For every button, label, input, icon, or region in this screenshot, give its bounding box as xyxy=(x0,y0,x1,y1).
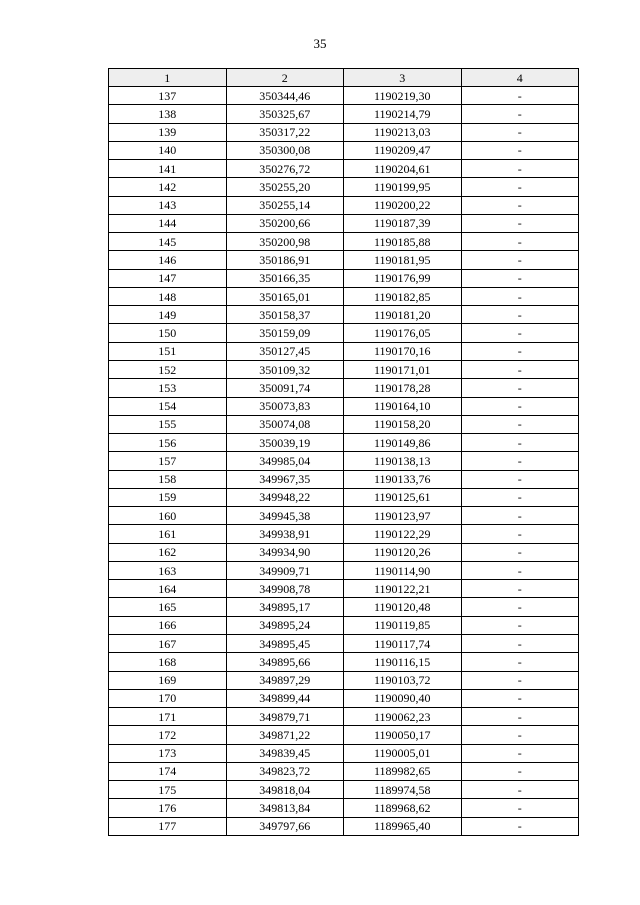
table-cell-col-4: - xyxy=(461,87,579,105)
table-cell-col-3: 1190122,29 xyxy=(344,525,462,543)
table-cell-col-2: 350039,19 xyxy=(226,434,344,452)
table-cell-col-3: 1190164,10 xyxy=(344,397,462,415)
table-cell-col-4: - xyxy=(461,634,579,652)
table-cell-col-2: 350109,32 xyxy=(226,360,344,378)
table-cell-col-1: 138 xyxy=(109,105,227,123)
table-row xyxy=(109,397,579,415)
table-cell-col-3: 1190133,76 xyxy=(344,470,462,488)
table-cell-col-1: 149 xyxy=(109,306,227,324)
coordinates-table xyxy=(108,68,579,836)
table-cell-col-3: 1190050,17 xyxy=(344,726,462,744)
table-row xyxy=(109,251,579,269)
table-cell-col-4: - xyxy=(461,762,579,780)
table-cell-col-1: 137 xyxy=(109,87,227,105)
table-cell-col-1: 169 xyxy=(109,671,227,689)
table-cell-col-4: - xyxy=(461,306,579,324)
table-cell-col-2: 350255,20 xyxy=(226,178,344,196)
table-row xyxy=(109,360,579,378)
table-cell-col-4: - xyxy=(461,287,579,305)
table-cell-col-2: 350325,67 xyxy=(226,105,344,123)
table-cell-col-3: 1190200,22 xyxy=(344,196,462,214)
table-cell-col-3: 1190119,85 xyxy=(344,616,462,634)
table-cell-col-2: 349908,78 xyxy=(226,580,344,598)
table-cell-col-1: 151 xyxy=(109,342,227,360)
table-row xyxy=(109,671,579,689)
table-row xyxy=(109,324,579,342)
table-cell-col-4: - xyxy=(461,598,579,616)
table-cell-col-1: 157 xyxy=(109,452,227,470)
table-cell-col-2: 350127,45 xyxy=(226,342,344,360)
table-cell-col-1: 168 xyxy=(109,653,227,671)
table-cell-col-3: 1190138,13 xyxy=(344,452,462,470)
table-cell-col-2: 350344,46 xyxy=(226,87,344,105)
table-cell-col-3: 1189982,65 xyxy=(344,762,462,780)
table-cell-col-1: 165 xyxy=(109,598,227,616)
table-row xyxy=(109,306,579,324)
table-cell-col-4: - xyxy=(461,799,579,817)
table-cell-col-4: - xyxy=(461,360,579,378)
table-row xyxy=(109,689,579,707)
table-cell-col-2: 350200,98 xyxy=(226,233,344,251)
table-row xyxy=(109,525,579,543)
table-row xyxy=(109,580,579,598)
table-cell-col-4: - xyxy=(461,452,579,470)
table-cell-col-1: 163 xyxy=(109,561,227,579)
table-cell-col-1: 141 xyxy=(109,160,227,178)
table-cell-col-4: - xyxy=(461,744,579,762)
table-cell-col-4: - xyxy=(461,434,579,452)
table-cell-col-4: - xyxy=(461,543,579,561)
table-cell-col-3: 1190185,88 xyxy=(344,233,462,251)
table-cell-col-2: 349934,90 xyxy=(226,543,344,561)
table-cell-col-3: 1190214,79 xyxy=(344,105,462,123)
table-cell-col-2: 350276,72 xyxy=(226,160,344,178)
table-row xyxy=(109,781,579,799)
table-row xyxy=(109,415,579,433)
table-cell-col-3: 1190182,85 xyxy=(344,287,462,305)
table-cell-col-3: 1190149,86 xyxy=(344,434,462,452)
table-cell-col-4: - xyxy=(461,269,579,287)
table-cell-col-1: 161 xyxy=(109,525,227,543)
table-row xyxy=(109,726,579,744)
table-row xyxy=(109,379,579,397)
table-cell-col-1: 166 xyxy=(109,616,227,634)
table-cell-col-4: - xyxy=(461,781,579,799)
table-cell-col-2: 350091,74 xyxy=(226,379,344,397)
table-row xyxy=(109,123,579,141)
table-cell-col-2: 349899,44 xyxy=(226,689,344,707)
table-cell-col-2: 349823,72 xyxy=(226,762,344,780)
table-cell-col-2: 349967,35 xyxy=(226,470,344,488)
table-cell-col-3: 1190176,05 xyxy=(344,324,462,342)
table-cell-col-3: 1190178,28 xyxy=(344,379,462,397)
table-cell-col-1: 167 xyxy=(109,634,227,652)
table-cell-col-1: 139 xyxy=(109,123,227,141)
table-cell-col-3: 1190062,23 xyxy=(344,708,462,726)
table-row xyxy=(109,452,579,470)
table-cell-col-1: 176 xyxy=(109,799,227,817)
table-cell-col-2: 350300,08 xyxy=(226,141,344,159)
table-cell-col-3: 1190120,48 xyxy=(344,598,462,616)
table-cell-col-1: 152 xyxy=(109,360,227,378)
table-row xyxy=(109,488,579,506)
table-cell-col-4: - xyxy=(461,178,579,196)
table-cell-col-1: 140 xyxy=(109,141,227,159)
table-cell-col-2: 350074,08 xyxy=(226,415,344,433)
table-cell-col-2: 349895,66 xyxy=(226,653,344,671)
table-cell-col-2: 349879,71 xyxy=(226,708,344,726)
table-cell-col-2: 349813,84 xyxy=(226,799,344,817)
table-cell-col-1: 156 xyxy=(109,434,227,452)
table-cell-col-3: 1190103,72 xyxy=(344,671,462,689)
table-cell-col-4: - xyxy=(461,105,579,123)
table-cell-col-2: 350073,83 xyxy=(226,397,344,415)
table-cell-col-2: 350159,09 xyxy=(226,324,344,342)
table-cell-col-3: 1190199,95 xyxy=(344,178,462,196)
table-cell-col-3: 1190114,90 xyxy=(344,561,462,579)
table-cell-col-2: 350158,37 xyxy=(226,306,344,324)
table-cell-col-4: - xyxy=(461,251,579,269)
table-cell-col-1: 147 xyxy=(109,269,227,287)
table-cell-col-1: 160 xyxy=(109,507,227,525)
table-cell-col-2: 349895,17 xyxy=(226,598,344,616)
column-header-4: 4 xyxy=(461,69,579,87)
table-cell-col-4: - xyxy=(461,342,579,360)
table-cell-col-2: 349895,24 xyxy=(226,616,344,634)
page-number: 35 xyxy=(313,36,327,51)
table-cell-col-3: 1190209,47 xyxy=(344,141,462,159)
table-cell-col-3: 1190158,20 xyxy=(344,415,462,433)
table-cell-col-3: 1190187,39 xyxy=(344,214,462,232)
table-cell-col-3: 1189974,58 xyxy=(344,781,462,799)
table-row xyxy=(109,160,579,178)
table-row xyxy=(109,762,579,780)
table-row xyxy=(109,141,579,159)
table-cell-col-2: 350186,91 xyxy=(226,251,344,269)
table-cell-col-1: 153 xyxy=(109,379,227,397)
table-cell-col-1: 158 xyxy=(109,470,227,488)
table-cell-col-4: - xyxy=(461,233,579,251)
table-cell-col-4: - xyxy=(461,525,579,543)
table-cell-col-3: 1190204,61 xyxy=(344,160,462,178)
column-header-2: 2 xyxy=(226,69,344,87)
table-cell-col-1: 173 xyxy=(109,744,227,762)
table-cell-col-3: 1190170,16 xyxy=(344,342,462,360)
table-cell-col-3: 1190125,61 xyxy=(344,488,462,506)
table-cell-col-1: 159 xyxy=(109,488,227,506)
table-row xyxy=(109,434,579,452)
table-cell-col-4: - xyxy=(461,123,579,141)
table-cell-col-1: 146 xyxy=(109,251,227,269)
table-cell-col-2: 349818,04 xyxy=(226,781,344,799)
table-cell-col-4: - xyxy=(461,397,579,415)
table-cell-col-4: - xyxy=(461,415,579,433)
table-cell-col-3: 1190116,15 xyxy=(344,653,462,671)
table-cell-col-2: 349797,66 xyxy=(226,817,344,835)
table-row xyxy=(109,178,579,196)
table-row xyxy=(109,561,579,579)
column-header-1: 1 xyxy=(109,69,227,87)
table-cell-col-4: - xyxy=(461,324,579,342)
table-row xyxy=(109,87,579,105)
table-cell-col-3: 1190117,74 xyxy=(344,634,462,652)
table-cell-col-2: 349839,45 xyxy=(226,744,344,762)
table-cell-col-2: 350255,14 xyxy=(226,196,344,214)
table-cell-col-2: 350165,01 xyxy=(226,287,344,305)
table-cell-col-4: - xyxy=(461,708,579,726)
table-cell-col-2: 349871,22 xyxy=(226,726,344,744)
table-row xyxy=(109,598,579,616)
table-cell-col-2: 350317,22 xyxy=(226,123,344,141)
table-cell-col-4: - xyxy=(461,141,579,159)
table-cell-col-1: 174 xyxy=(109,762,227,780)
table-cell-col-1: 143 xyxy=(109,196,227,214)
table-row xyxy=(109,634,579,652)
table-row xyxy=(109,616,579,634)
table-cell-col-1: 150 xyxy=(109,324,227,342)
table-row xyxy=(109,653,579,671)
table-cell-col-1: 144 xyxy=(109,214,227,232)
table-cell-col-3: 1190213,03 xyxy=(344,123,462,141)
table-cell-col-1: 148 xyxy=(109,287,227,305)
table-cell-col-1: 170 xyxy=(109,689,227,707)
table-cell-col-2: 349909,71 xyxy=(226,561,344,579)
table-cell-col-1: 175 xyxy=(109,781,227,799)
table-row xyxy=(109,708,579,726)
table-cell-col-4: - xyxy=(461,196,579,214)
table-row xyxy=(109,233,579,251)
table-cell-col-4: - xyxy=(461,689,579,707)
table-cell-col-1: 164 xyxy=(109,580,227,598)
table-row xyxy=(109,105,579,123)
table-row xyxy=(109,269,579,287)
table-row xyxy=(109,342,579,360)
table-row xyxy=(109,543,579,561)
table-cell-col-4: - xyxy=(461,379,579,397)
table-row xyxy=(109,817,579,835)
table-cell-col-1: 177 xyxy=(109,817,227,835)
table-cell-col-4: - xyxy=(461,507,579,525)
table-cell-col-1: 154 xyxy=(109,397,227,415)
header-row xyxy=(109,69,579,87)
table-row xyxy=(109,470,579,488)
table-cell-col-3: 1190181,20 xyxy=(344,306,462,324)
table-body xyxy=(109,87,579,836)
table-header xyxy=(109,69,579,87)
table-cell-col-1: 172 xyxy=(109,726,227,744)
table-cell-col-4: - xyxy=(461,580,579,598)
table-cell-col-4: - xyxy=(461,726,579,744)
table-cell-col-2: 349948,22 xyxy=(226,488,344,506)
table-cell-col-1: 171 xyxy=(109,708,227,726)
table-cell-col-1: 155 xyxy=(109,415,227,433)
table-cell-col-3: 1190090,40 xyxy=(344,689,462,707)
table-cell-col-4: - xyxy=(461,671,579,689)
table-cell-col-3: 1190219,30 xyxy=(344,87,462,105)
table-cell-col-3: 1190176,99 xyxy=(344,269,462,287)
table-row xyxy=(109,287,579,305)
table-cell-col-2: 349985,04 xyxy=(226,452,344,470)
table-cell-col-3: 1190005,01 xyxy=(344,744,462,762)
table-cell-col-3: 1190122,21 xyxy=(344,580,462,598)
table-cell-col-3: 1189968,62 xyxy=(344,799,462,817)
table-cell-col-2: 349895,45 xyxy=(226,634,344,652)
column-header-3: 3 xyxy=(344,69,462,87)
table-cell-col-4: - xyxy=(461,653,579,671)
table-cell-col-1: 162 xyxy=(109,543,227,561)
table-cell-col-3: 1190181,95 xyxy=(344,251,462,269)
table-cell-col-1: 145 xyxy=(109,233,227,251)
table-cell-col-2: 349945,38 xyxy=(226,507,344,525)
table-cell-col-4: - xyxy=(461,561,579,579)
table-cell-col-4: - xyxy=(461,488,579,506)
table-cell-col-4: - xyxy=(461,470,579,488)
table-cell-col-4: - xyxy=(461,616,579,634)
table-row xyxy=(109,214,579,232)
table-cell-col-3: 1190120,26 xyxy=(344,543,462,561)
table-cell-col-2: 349897,29 xyxy=(226,671,344,689)
table-cell-col-3: 1190123,97 xyxy=(344,507,462,525)
table-cell-col-3: 1189965,40 xyxy=(344,817,462,835)
table-cell-col-2: 350166,35 xyxy=(226,269,344,287)
table-cell-col-3: 1190171,01 xyxy=(344,360,462,378)
table-row xyxy=(109,507,579,525)
table-cell-col-2: 350200,66 xyxy=(226,214,344,232)
table-cell-col-4: - xyxy=(461,160,579,178)
table-row xyxy=(109,744,579,762)
table-cell-col-4: - xyxy=(461,817,579,835)
table-cell-col-1: 142 xyxy=(109,178,227,196)
table-cell-col-4: - xyxy=(461,214,579,232)
table-cell-col-2: 349938,91 xyxy=(226,525,344,543)
table-row xyxy=(109,196,579,214)
table-row xyxy=(109,799,579,817)
